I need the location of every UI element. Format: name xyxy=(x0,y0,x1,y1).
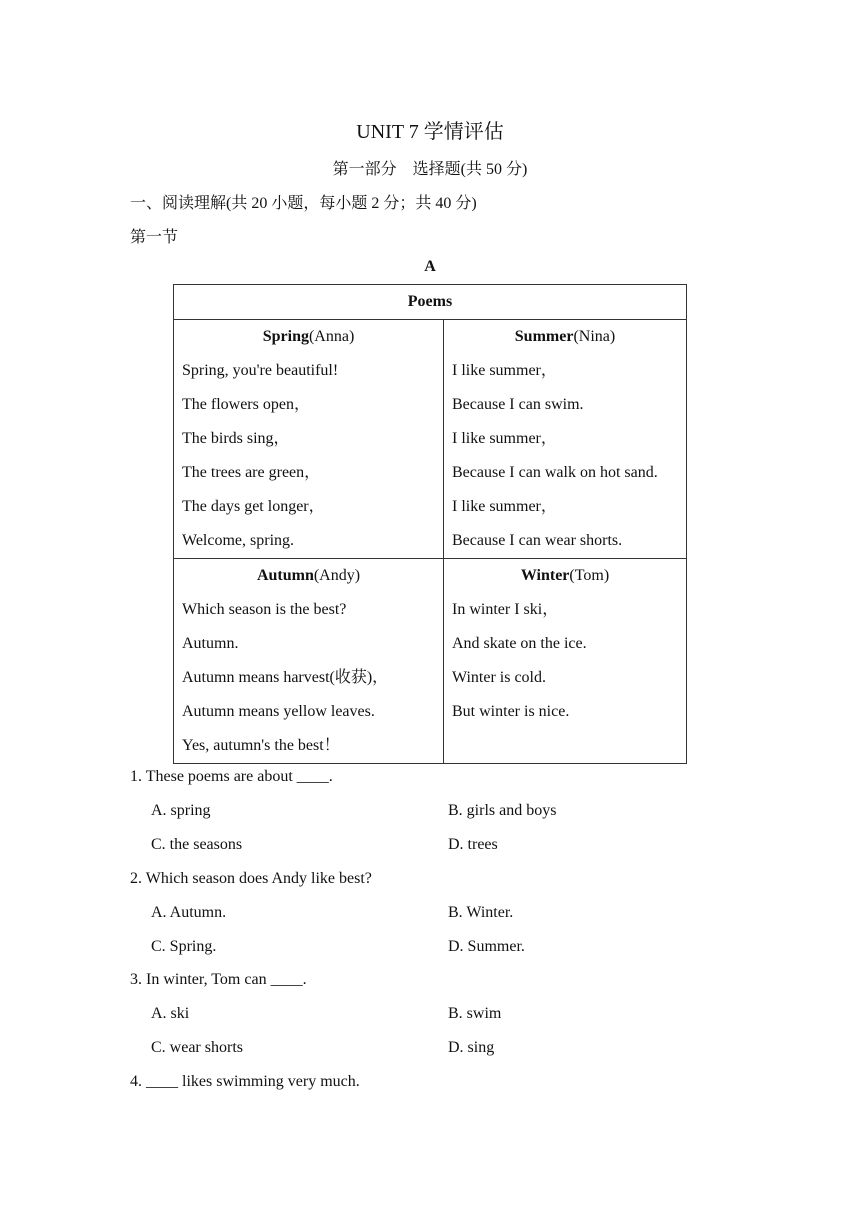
part-heading: 第一部分 选择题(共 50 分) xyxy=(332,161,528,178)
answer-option[interactable]: A. ski xyxy=(151,1005,190,1022)
answer-option[interactable]: B. swim xyxy=(448,1005,502,1022)
poem-line: But winter is nice. xyxy=(452,703,570,720)
answer-option[interactable]: D. trees xyxy=(448,836,498,853)
answer-option[interactable]: C. the seasons xyxy=(151,836,243,853)
poem-line: Because I can swim. xyxy=(452,396,584,413)
answer-option[interactable]: B. girls and boys xyxy=(448,802,557,819)
answer-option[interactable]: B. Winter. xyxy=(448,904,514,921)
poem-line: I like summer， xyxy=(452,498,557,515)
subsection-heading: 第一节 xyxy=(130,229,179,246)
poem-title xyxy=(174,320,443,354)
poem-line: The flowers open， xyxy=(182,396,310,413)
poem-line: The birds sing， xyxy=(182,430,290,447)
poem-cell-winter xyxy=(444,559,687,764)
section-heading: 一、阅读理解(共 20 小题，每小题 2 分；共 40 分) xyxy=(130,195,477,212)
poem-title xyxy=(174,559,443,593)
poem-author: (Tom) xyxy=(569,567,610,584)
poem-line: Yes, autumn's the best！ xyxy=(182,737,340,754)
poem-line: I like summer， xyxy=(452,362,557,379)
question-text: 4. ____ likes swimming very much. xyxy=(130,1073,360,1090)
passage-label: A xyxy=(424,258,436,275)
poem-author: (Andy) xyxy=(313,567,361,584)
answer-option[interactable]: D. Summer. xyxy=(448,938,525,955)
question-text: 3. In winter, Tom can ____. xyxy=(130,971,307,988)
poem-line: The trees are green， xyxy=(182,464,321,481)
answer-option[interactable]: D. sing xyxy=(448,1039,495,1056)
question-text: 1. These poems are about ____. xyxy=(130,768,333,785)
answer-option[interactable]: C. Spring. xyxy=(151,938,217,955)
answer-option[interactable]: A. Autumn. xyxy=(151,904,227,921)
poem-cell-spring xyxy=(174,320,444,559)
poem-line: Spring, you're beautiful! xyxy=(182,362,339,379)
poem-line: Autumn means yellow leaves. xyxy=(182,703,375,720)
poem-name: Winter xyxy=(520,567,570,584)
page-title: UNIT 7 学情评估 xyxy=(356,121,504,143)
poem-name: Spring xyxy=(262,328,309,345)
answer-option[interactable]: C. wear shorts xyxy=(151,1039,243,1056)
poem-line: And skate on the ice. xyxy=(452,635,587,652)
poem-author: (Nina) xyxy=(573,328,616,345)
poem-line: Autumn means harvest(收获)， xyxy=(182,669,389,686)
poem-cell-summer xyxy=(444,320,687,559)
poem-line: Autumn. xyxy=(182,635,239,652)
poem-author: (Anna) xyxy=(308,328,355,345)
table-header: Poems xyxy=(174,285,687,320)
poem-line: In winter I ski， xyxy=(452,601,559,618)
poem-line: Because I can walk on hot sand. xyxy=(452,464,658,481)
poem-name: Summer xyxy=(514,328,574,345)
poem-line: Which season is the best? xyxy=(182,601,347,618)
poem-line: The days get longer， xyxy=(182,498,325,515)
poem-line: Because I can wear shorts. xyxy=(452,532,623,549)
poem-line: Winter is cold. xyxy=(452,669,546,686)
poem-line: Welcome, spring. xyxy=(182,532,295,549)
poem-cell-autumn xyxy=(174,559,444,764)
answer-option[interactable]: A. spring xyxy=(151,802,211,819)
poem-line: I like summer， xyxy=(452,430,557,447)
poem-title xyxy=(444,559,686,593)
poem-title xyxy=(444,320,686,354)
poem-name: Autumn xyxy=(256,567,314,584)
question-text: 2. Which season does Andy like best? xyxy=(130,870,372,887)
poems-table xyxy=(173,284,687,764)
